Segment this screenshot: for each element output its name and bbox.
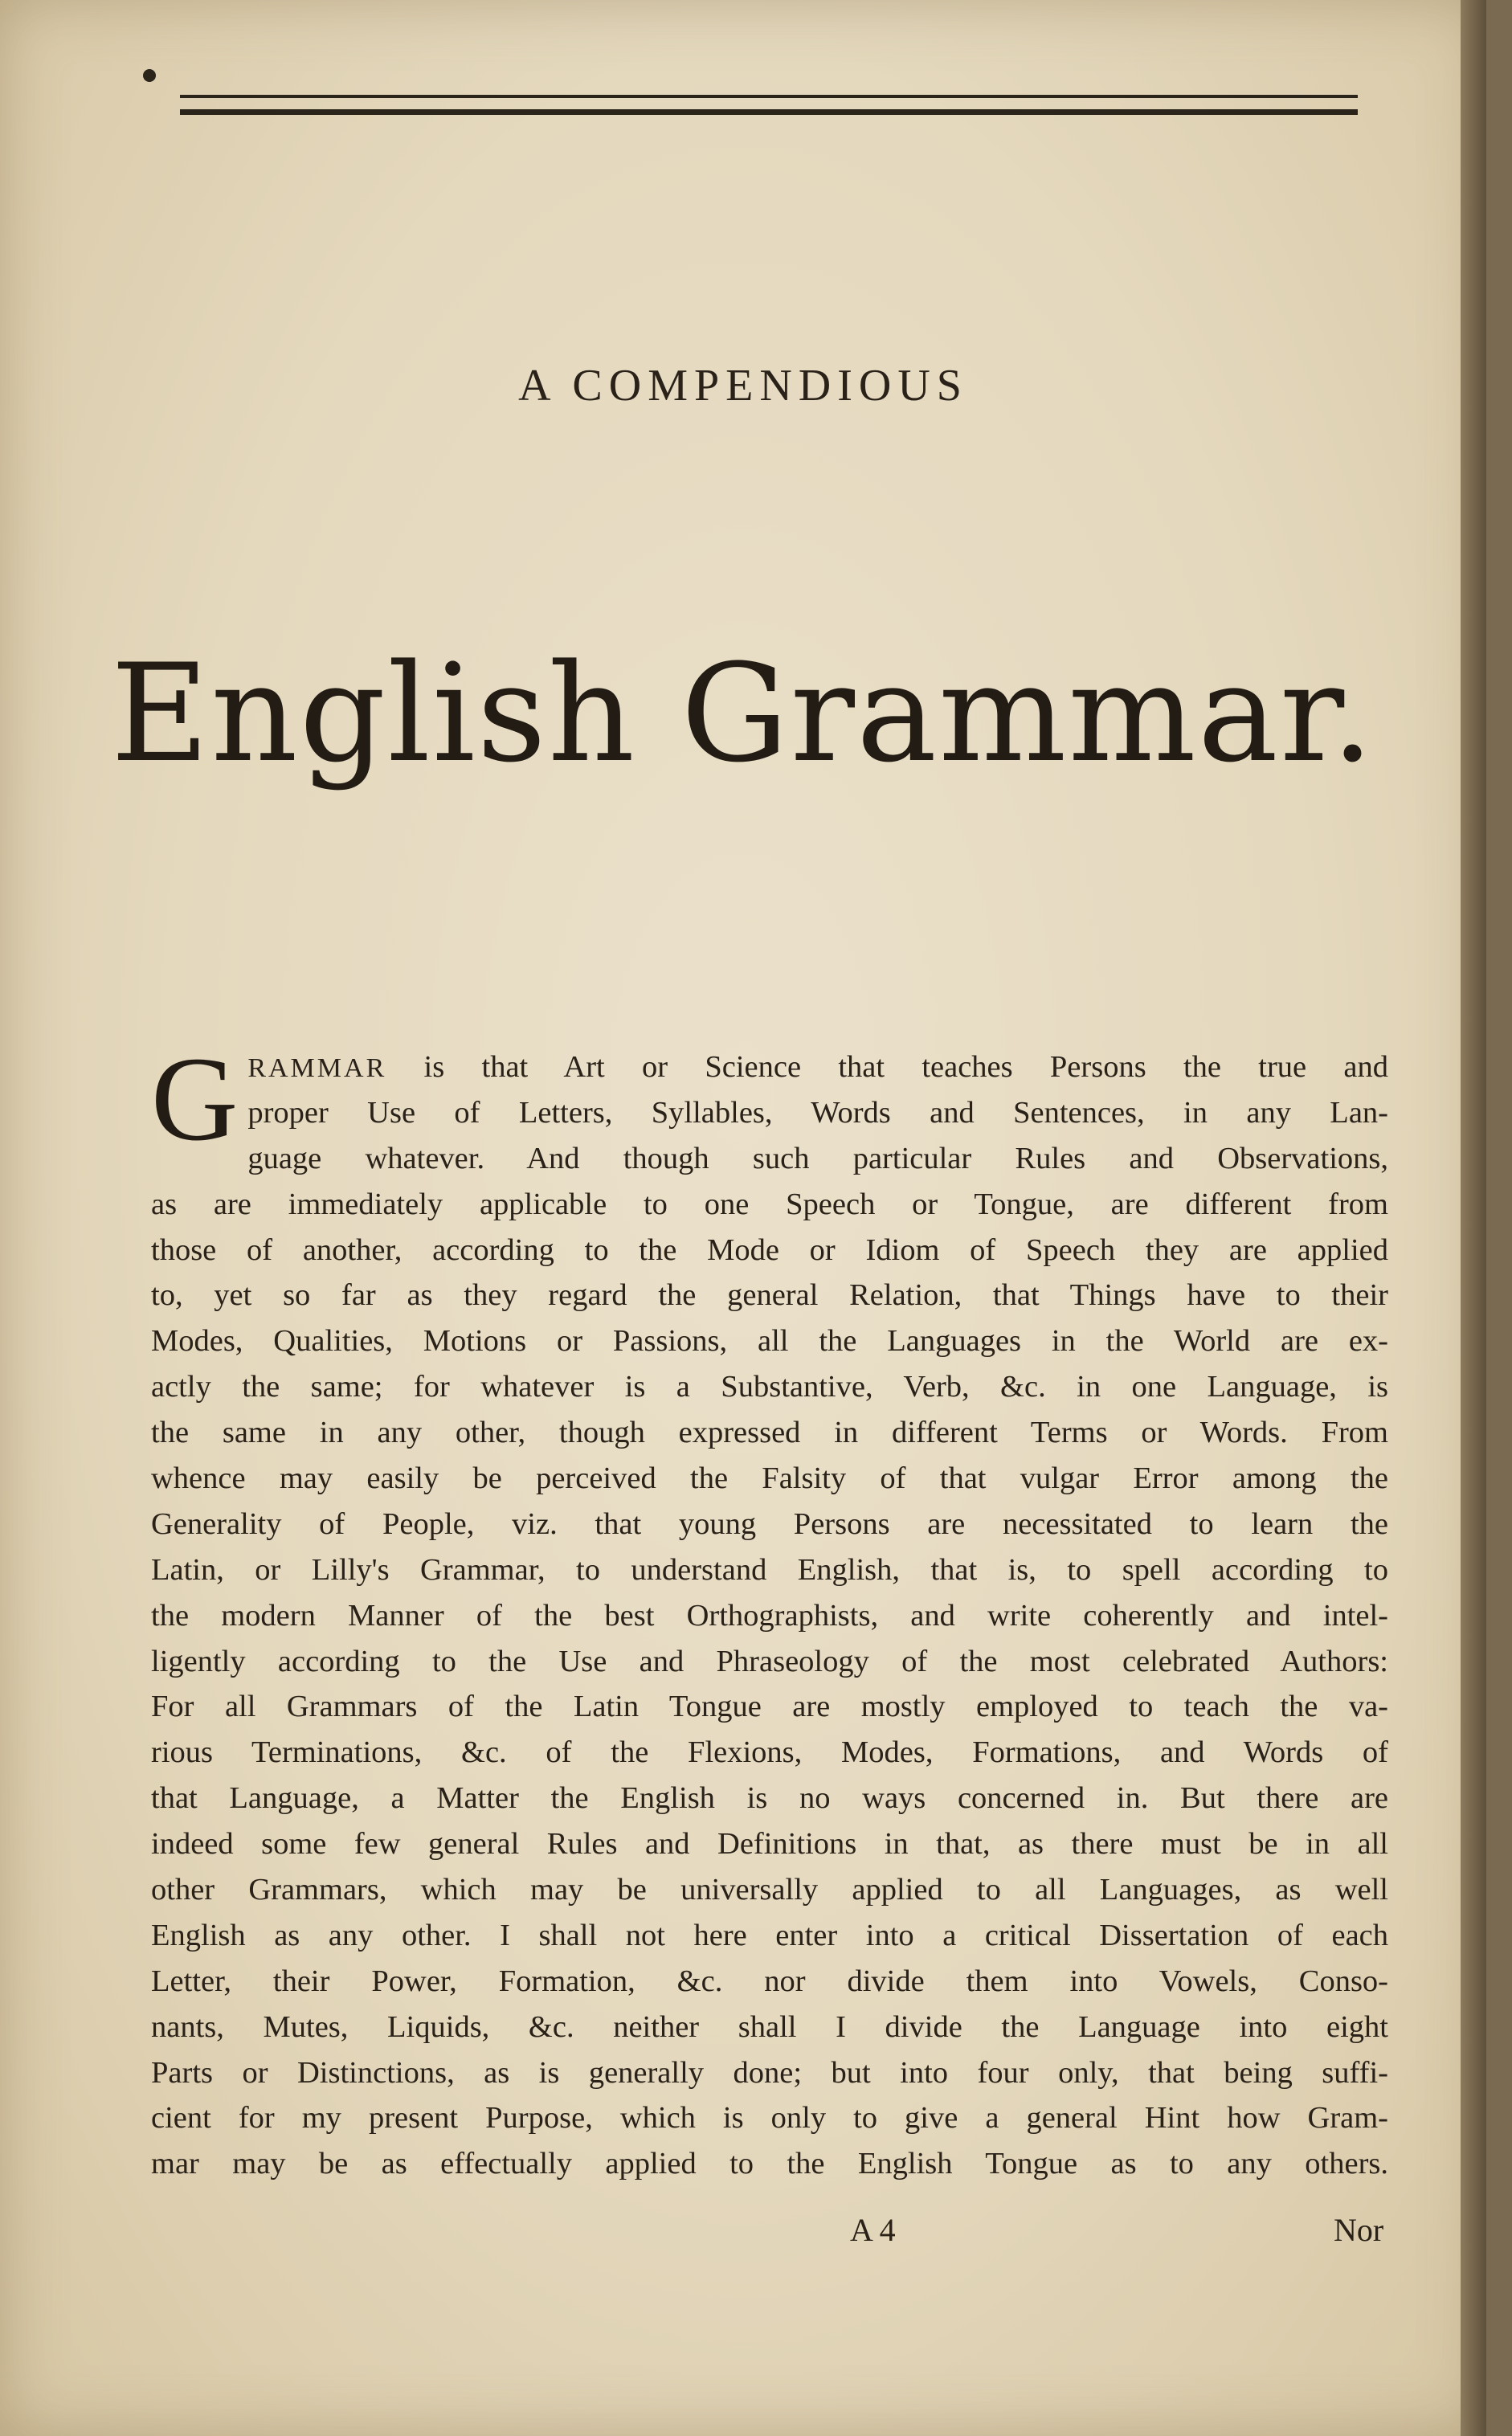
text-line: other Grammars, which may be universally applied to all Languages, as well xyxy=(151,1873,1388,1907)
text-line: nants, Mutes, Liquids, &c. neither shall I divide the Language into eight xyxy=(151,2009,1388,2044)
text-line: Latin, or Lilly's Grammar, to understand English, that is, to spell according to xyxy=(151,1552,1388,1587)
text-line xyxy=(151,1044,1388,1090)
line-text: is that Art or Science that teaches Persons the true and xyxy=(386,1050,1388,1084)
text-line: Parts or Distinctions, as is generally done; but into four only, that being suffi- xyxy=(151,2055,1388,2090)
text-line: actly the same; for whatever is a Substantive, Verb, &c. in one Language, is xyxy=(151,1370,1388,1404)
text-line: that Language, a Matter the English is no ways concerned in. But there are xyxy=(151,1781,1388,1816)
text-line: the modern Manner of the best Orthographists, and write coherently and intel- xyxy=(151,1598,1388,1633)
heading-large: English Grammar. xyxy=(110,635,1376,792)
catchword: Nor xyxy=(1334,2212,1384,2248)
text-line: mar may be as effectually applied to the English Tongue as to any others. xyxy=(151,2147,1388,2181)
text-line: ligently according to the Use and Phraseology of the most celebrated Authors: xyxy=(151,1644,1388,1678)
ornament-dot xyxy=(143,69,156,82)
text-line: the same in any other, though expressed in different Terms or Words. From xyxy=(151,1416,1388,1450)
text-line: indeed some few general Rules and Definitions in that, as there must be in all xyxy=(151,1827,1388,1862)
drop-cap: G xyxy=(151,1032,239,1166)
heading-small: A COMPENDIOUS xyxy=(518,361,968,411)
text-line: cient for my present Purpose, which is only to give a general Hint how Gram- xyxy=(151,2101,1388,2136)
first-word: RAMMAR xyxy=(247,1053,387,1083)
signature-mark: A 4 xyxy=(850,2212,896,2248)
text-line: Generality of People, viz. that young Persons are necessitated to learn the xyxy=(151,1506,1388,1541)
text-line: For all Grammars of the Latin Tongue are mostly employed to teach the va- xyxy=(151,1690,1388,1724)
text-line: Modes, Qualities, Motions or Passions, all the Languages in the World are ex- xyxy=(151,1324,1388,1359)
text-line: guage whatever. And though such particular Rules and Observations, xyxy=(247,1141,1388,1175)
text-line: rious Terminations, &c. of the Flexions, Modes, Formations, and Words of xyxy=(151,1735,1388,1770)
body-paragraph xyxy=(151,1032,1388,2187)
top-rule-thin xyxy=(180,95,1358,98)
text-line: as are immediately applicable to one Speech or Tongue, are different from xyxy=(151,1187,1388,1221)
text-line: to, yet so far as they regard the general Relation, that Things have to their xyxy=(151,1278,1388,1313)
text-line: those of another, according to the Mode or Idiom of Speech they are applied xyxy=(151,1232,1388,1267)
text-line: English as any other. I shall not here enter into a critical Dissertation of each xyxy=(151,1918,1388,1952)
text-line: proper Use of Letters, Syllables, Words and Sentences, in any Lan- xyxy=(247,1095,1388,1130)
text-line: whence may easily be perceived the Falsity of that vulgar Error among the xyxy=(151,1461,1388,1496)
top-rule-thick xyxy=(180,109,1358,115)
text-line: Letter, their Power, Formation, &c. nor divide them into Vowels, Conso- xyxy=(151,1964,1388,1998)
